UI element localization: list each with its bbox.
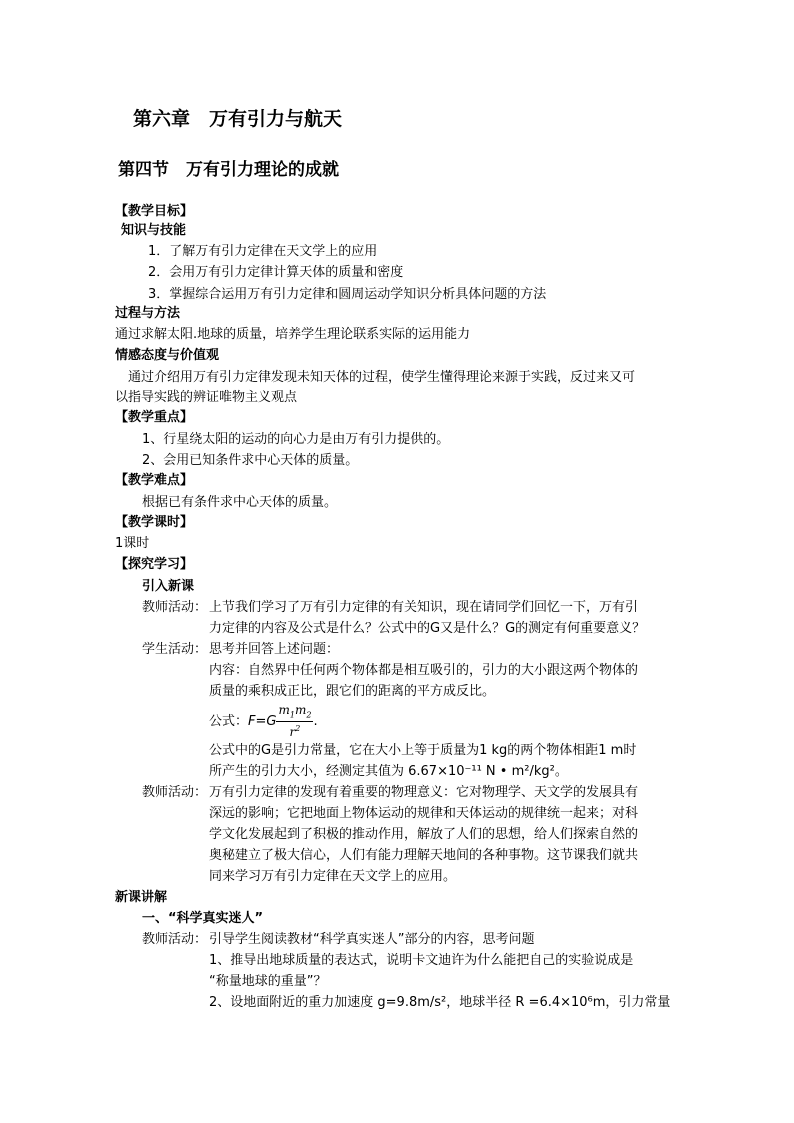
teacher-activity-1-line-2: 力定律的内容及公式是什么？公式中的G又是什么？G的测定有何重要意义？ [209,621,646,636]
question-1-line-1: 1、推导出地球质量的表达式，说明卡文迪许为什么能把自己的实验说成是 [209,953,634,968]
emotion-heading: 情感态度与价值观 [115,348,220,363]
student-activity-label: 学生活动： [142,642,208,657]
inquiry-heading: 【探究学习】 [115,557,194,572]
emotion-text-line-2: 以指导实践的辨证唯物主义观点 [115,390,298,405]
question-1-line-2: “称量地球的重量”？ [209,974,327,989]
student-activity-line-6: 所产生的引力大小，经测定其值为 6.67×10⁻¹¹ N • m²/kg²。 [209,764,568,779]
teacher-activity-2-line-2: 深远的影响；它把地面上物体运动的规律和天体运动的规律统一起来；对科 [209,806,639,821]
difficulty-text: 根据已有条件求中心天体的质量。 [142,495,338,510]
knowledge-heading: 知识与技能 [121,223,187,238]
student-activity-line-2: 内容：自然界中任何两个物体都是相互吸引的，引力的大小跟这两个物体的 [209,663,639,678]
formula-lhs: F=G [248,714,277,730]
difficulty-heading: 【教学难点】 [115,473,194,488]
new-lesson-heading: 新课讲解 [115,890,168,905]
process-heading: 过程与方法 [115,306,181,321]
formula-numerator: $m_1m_2$ [276,704,313,722]
teacher-activity-label-3: 教师活动： [142,932,208,947]
intro-heading: 引入新课 [142,579,195,594]
process-text: 通过求解太阳.地球的质量，培养学生理论联系实际的运用能力 [115,327,471,342]
formula-line [209,704,318,738]
teacher-activity-2-line-4: 奥秘建立了极大信心，人们有能力理解天地间的各种事物。这节课我们就共 [209,848,639,863]
formula-end: . [313,714,318,730]
chapter-title: 第六章 万有引力与航天 [133,108,343,130]
new-lesson-subheading: 一、“科学真实迷人” [142,911,264,926]
formula-prefix: 公式： [209,714,249,730]
question-2-line-1: 2、设地面附近的重力加速度 g=9.8m/s²，地球半径 R =6.4×10⁶m，引力常量 [209,995,671,1010]
teacher-activity-label-1: 教师活动： [142,600,208,615]
knowledge-item-3: 3．掌握综合运用万有引力定律和圆周运动学知识分析具体问题的方法 [148,287,547,302]
student-activity-line-3: 质量的乘积成正比，跟它们的距离的平方成反比。 [209,684,496,699]
goals-heading: 【教学目标】 [115,204,194,219]
student-activity-line-5: 公式中的G是引力常量，它在大小上等于质量为1 kg的两个物体相距1 m时 [209,743,637,758]
knowledge-item-1: 1．了解万有引力定律在天文学上的应用 [148,244,378,259]
teacher-activity-2-line-5: 同来学习万有引力定律在天文学上的应用。 [209,869,457,884]
key-points-heading: 【教学重点】 [115,410,194,425]
hours-heading: 【教学课时】 [115,515,194,530]
hours-text: 1课时 [115,536,150,551]
key-point-2: 2、会用已知条件求中心天体的质量。 [142,453,359,468]
formula-denominator: $r^2$ [289,724,301,740]
key-point-1: 1、行星绕太阳的运动的向心力是由万有引力提供的。 [142,432,450,447]
formula-fraction [276,704,313,739]
teacher-activity-label-2: 教师活动： [142,785,208,800]
teacher-activity-1-line-1: 上节我们学习了万有引力定律的有关知识，现在请同学们回忆一下，万有引 [209,600,639,615]
teacher-activity-2-line-3: 学文化发展起到了积极的推动作用，解放了人们的思想，给人们探索自然的 [209,827,639,842]
section-title: 第四节 万有引力理论的成就 [118,160,339,180]
teacher-activity-3-line-1: 引导学生阅读教材“科学真实迷人”部分的内容，思考问题 [209,932,535,947]
teacher-activity-2-line-1: 万有引力定律的发现有着重要的物理意义：它对物理学、天文学的发展具有 [209,785,639,800]
knowledge-item-2: 2．会用万有引力定律计算天体的质量和密度 [148,265,404,280]
student-activity-line-1: 思考并回答上述问题： [209,642,340,657]
emotion-text-line-1: 通过介绍用万有引力定律发现未知天体的过程，使学生懂得理论来源于实践，反过来又可 [128,370,636,385]
